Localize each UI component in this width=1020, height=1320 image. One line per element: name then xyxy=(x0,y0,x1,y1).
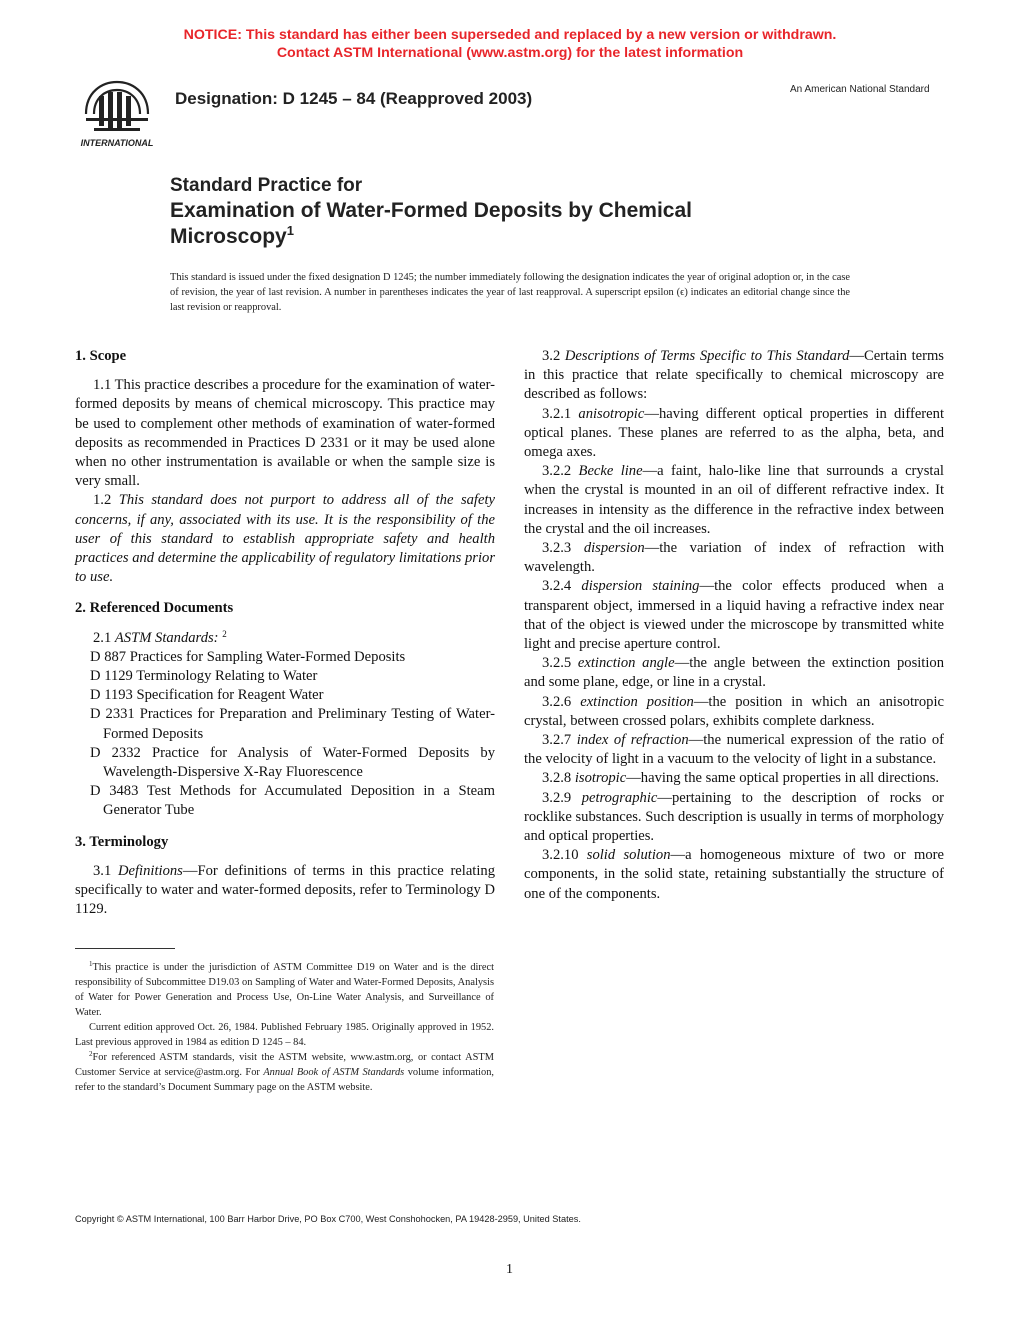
ref-item: D 2331 Practices for Preparation and Preliminary Testing of Water-Formed Deposits xyxy=(90,706,495,742)
definition-term: anisotropic xyxy=(578,405,645,422)
definition-item xyxy=(524,405,944,463)
definition-num: 3.2.8 xyxy=(542,770,575,787)
ref-item: D 1129 Terminology Relating to Water xyxy=(90,668,318,685)
referenced-2-1-num: 2.1 xyxy=(93,629,115,646)
definition-item xyxy=(524,789,944,847)
page-number: 1 xyxy=(506,1262,513,1277)
definition-item xyxy=(524,769,944,788)
definition-item xyxy=(524,462,944,539)
ref-item: D 887 Practices for Sampling Water-Formed Deposits xyxy=(90,648,406,665)
ref-item: D 2332 Practice for Analysis of Water-Formed Deposits by Wavelength-Dispersive X-Ray Fluorescence xyxy=(90,744,495,781)
definition-num: 3.2.4 xyxy=(542,578,582,595)
ref-item: D 1193 Specification for Reagent Water xyxy=(90,687,324,704)
definition-term: dispersion staining xyxy=(581,578,700,595)
definition-term: Becke line xyxy=(578,463,643,480)
definition-term: index of refraction xyxy=(576,732,689,749)
definition-term: dispersion xyxy=(583,540,645,557)
definition-item xyxy=(524,731,944,769)
terminology-3-1-num: 3.1 xyxy=(93,862,118,879)
definition-num: 3.2.6 xyxy=(542,693,581,710)
withdrawn-notice xyxy=(0,26,1020,62)
title-line-1: Standard Practice for xyxy=(170,175,363,196)
definition-num: 3.2.2 xyxy=(542,463,579,480)
terminology-3-2 xyxy=(524,347,944,405)
definition-item xyxy=(524,539,944,577)
footnote-2-em: Annual Book of ASTM Standards xyxy=(263,1067,405,1078)
copyright: Copyright © ASTM International, 100 Barr Harbor Drive, PO Box C700, West Conshohocken, PA 19428-2959, United States. xyxy=(75,1214,581,1224)
scope-1-2-text: This standard does not purport to address all of the safety concerns, if any, associated with its use. It is the responsibility of the user of this standard to establish appropriate safety and health practices and determine the applicability of regulatory limitations prior to use. xyxy=(75,492,495,586)
scope-1-1: 1.1 This practice describes a procedure for the examination of water-formed deposits by means of chemical microscopy. This practice may be used to complement other methods of examination of water-formed deposits as recommended in Practices D 2331 or it may be used alone when no other instrumentation is available or when the sample size is very small. xyxy=(75,377,495,490)
left-column xyxy=(75,347,495,919)
footnote-divider xyxy=(75,948,175,949)
definition-num: 3.2.9 xyxy=(542,789,582,806)
referenced-footnote-mark: 2 xyxy=(222,628,227,639)
footnote-2-text-b: volume information, refer to the standard’s Document Summary page on the ASTM website. xyxy=(75,1067,494,1093)
right-column xyxy=(524,347,944,904)
definition-text: —the angle between the extinction position and some plane, edge, or line in a crystal. xyxy=(524,655,945,691)
definition-item xyxy=(524,846,944,904)
definition-term: extinction position xyxy=(580,693,694,710)
definition-text: —the numerical expression of the ratio of the velocity of light in a vacuum to the velocity of light in a substance. xyxy=(524,732,945,768)
title-line-2: Examination of Water-Formed Deposits by Chemical xyxy=(170,199,692,222)
terminology-3-1 xyxy=(75,862,495,920)
definition-text: —the variation of index of refraction with wavelength. xyxy=(524,540,944,576)
title-line-3: Microscopy xyxy=(170,225,287,248)
definition-text: —a faint, halo-like line that surrounds a crystal when the crystal is mounted in an oil of different refractive index. It increases in intensity as the difference in the refractive index between the crystal and the oil increases. xyxy=(524,463,944,537)
footnote-1-text: This practice is under the jurisdiction of ASTM Committee D19 on Water and is the direct responsibility of Subcommittee D19.03 on Sampling of Water and Water-Formed Deposits, Analysis of Water for Power Generation and Process Use, On-Line Water Analysis, and Surveillance of Water. xyxy=(75,962,494,1018)
definition-item xyxy=(524,577,944,654)
designation: Designation: D 1245 – 84 (Reapproved 2003) xyxy=(175,89,533,108)
footnote-1 xyxy=(75,960,494,1020)
footnotes xyxy=(75,960,494,1095)
footnote-1b: Current edition approved Oct. 26, 1984. Published February 1985. Originally approved in 1952. Last previous approved in 1984 as edition D 1245 – 84. xyxy=(75,1022,494,1048)
definition-num: 3.2.1 xyxy=(542,405,579,422)
issued-note: This standard is issued under the fixed designation D 1245; the number immediately following the designation indicates the year of original adoption or, in the case of revision, the year of last revision. A number in parentheses indicates the year of last reapproval. A superscript epsilon (ϵ) indicates an editorial change since the last revision or reapproval. xyxy=(170,272,851,313)
terminology-3-1-text: —For definitions of terms in this practice relating specifically to water and water-formed deposits, refer to Terminology D 1129. xyxy=(75,862,496,918)
definition-text: —the position in which an anisotropic crystal, between crossed polars, exhibits complete darkness. xyxy=(524,693,944,729)
definition-term: extinction angle xyxy=(577,655,675,672)
definition-term: petrographic xyxy=(581,789,658,806)
footnote-2-mark: 2 xyxy=(89,1050,93,1058)
referenced-2-1 xyxy=(75,629,495,648)
scope-1-2-num: 1.2 xyxy=(93,492,119,509)
american-national-standard: An American National Standard xyxy=(790,84,930,95)
definition-text: —having the same optical properties in all directions. xyxy=(626,770,940,787)
definition-text: —pertaining to the description of rocks or rocklike substances. Such description is usually in terms of morphology and optical properties. xyxy=(524,789,944,845)
terminology-3-1-term: Definitions xyxy=(117,862,183,879)
logo-text: INTERNATIONAL xyxy=(80,138,154,148)
section-scope-heading: 1. Scope xyxy=(75,348,127,364)
notice-line-2: Contact ASTM International (www.astm.org) for the latest information xyxy=(276,45,744,61)
scope-1-2 xyxy=(75,491,495,587)
definition-num: 3.2.7 xyxy=(542,732,577,749)
title-footnote-mark: 1 xyxy=(286,223,294,238)
definition-text: —having different optical properties in different optical planes. These planes are referred to as the alpha, beta, and omega axes. xyxy=(524,405,944,461)
terminology-3-2-text: —Certain terms in this practice that relate specifically to chemical microscopy are described as follows: xyxy=(524,348,944,403)
footnote-2 xyxy=(75,1050,494,1095)
definition-num: 3.2.3 xyxy=(542,540,584,557)
astm-logo xyxy=(72,74,162,150)
terminology-3-2-num: 3.2 xyxy=(542,348,565,364)
definition-num: 3.2.5 xyxy=(542,655,578,672)
footnote-2-text-a: For referenced ASTM standards, visit the ASTM website, www.astm.org, or contact ASTM Customer Service at service@astm.org. For xyxy=(75,1052,494,1078)
notice-line-1: NOTICE: This standard has either been superseded and replaced by a new version or withdrawn. xyxy=(183,27,837,43)
section-terminology-heading: 3. Terminology xyxy=(75,833,169,850)
definition-text: —the color effects produced when a transparent object, immersed in a liquid having a refractive index near that of the object is viewed under the microscope by transmitted white light and precise aperture control. xyxy=(524,578,944,653)
definition-term: solid solution xyxy=(586,847,671,864)
definition-item xyxy=(524,654,944,692)
terminology-3-2-term: Descriptions of Terms Specific to This Standard xyxy=(564,348,850,364)
definition-text: —a homogeneous mixture of two or more components, in the solid state, retaining substantially the structure of one of the components. xyxy=(524,847,944,902)
definition-num: 3.2.10 xyxy=(542,847,587,864)
ref-item: D 3483 Test Methods for Accumulated Deposition in a Steam Generator Tube xyxy=(90,783,495,819)
definition-term: isotropic xyxy=(574,770,627,787)
document-title xyxy=(170,174,870,250)
referenced-2-1-label: ASTM Standards: xyxy=(114,629,219,646)
definition-item xyxy=(524,693,944,731)
footnote-1-mark: 1 xyxy=(89,960,93,968)
section-referenced-heading: 2. Referenced Documents xyxy=(75,600,234,617)
